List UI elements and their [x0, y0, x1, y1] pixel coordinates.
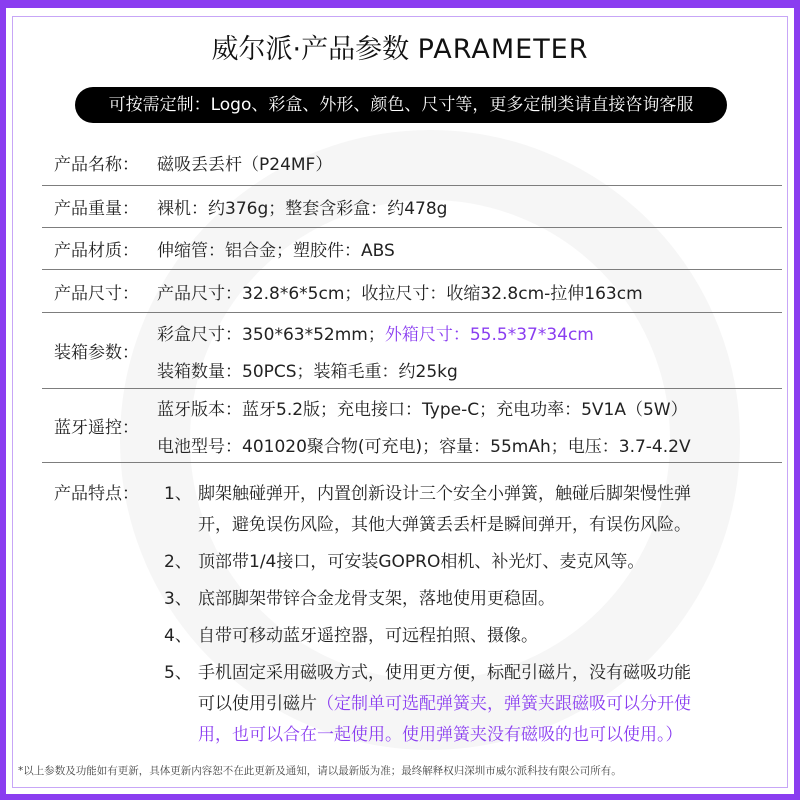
spec-value — [157, 320, 594, 345]
color-box-size: 彩盒尺寸：350*63*52mm； — [157, 324, 385, 345]
spec-row-bluetooth — [42, 389, 782, 463]
title-en: PARAMETER — [417, 34, 589, 65]
features-list — [164, 479, 784, 757]
feature-item: 4、 自带可移动蓝牙遥控器，可远程拍照、摄像。 — [164, 626, 538, 646]
spec-row-name — [42, 140, 782, 186]
disclaimer-footnote: *以上参数及功能如有更新，具体更新内容恕不在此更新及通知，请以最新版为准；最终解释权归深圳市威尔派科技有限公司所有。 — [18, 765, 622, 777]
feature-item: 1、 脚架触碰弹开，内置创新设计三个安全小弹簧，触碰后脚架慢性弹 开，避免误伤风险，其他大弹簧丢丢杆是瞬间弹开，有误伤风险。 — [164, 484, 691, 535]
feature-item: 5、 手机固定采用磁吸方式，使用更方便，标配引磁片，没有磁吸功能 可以使用引磁片（定制单可选配弹簧夹，弹簧夹跟磁吸可以分开使 用，也可以合在一起使用。使用弹簧夹没有磁吸的也可以使用。） — [164, 663, 691, 745]
features-section — [42, 463, 782, 757]
title-cn: 威尔派·产品参数 — [211, 34, 410, 65]
spec-row-material — [42, 228, 782, 270]
spec-value: 伸缩管：铝合金；塑胶件：ABS — [157, 241, 395, 261]
feature-item: 2、 顶部带1/4接口，可安装GOPRO相机、补光灯、麦克风等。 — [164, 552, 645, 572]
spec-label: 产品名称： — [54, 155, 139, 175]
spec-row-size — [42, 270, 782, 313]
packing-quantity: 装箱数量：50PCS；装箱毛重：约25kg — [157, 361, 458, 382]
spec-label: 产品材质： — [54, 241, 139, 261]
spec-value: 裸机：约376g；整套含彩盒：约478g — [157, 199, 448, 219]
page-title — [0, 30, 800, 70]
outer-box-size: 外箱尺寸：55.5*37*34cm — [384, 324, 594, 345]
spec-value: 产品尺寸：32.8*6*5cm；收拉尺寸：收缩32.8cm-拉伸163cm — [157, 283, 643, 304]
features-label: 产品特点： — [54, 484, 139, 504]
spec-row-packing — [42, 313, 782, 389]
customization-banner: 可按需定制：Logo、彩盒、外形、颜色、尺寸等，更多定制类请直接咨询客服 — [75, 87, 727, 123]
spec-value: 电池型号：401020聚合物(可充电)；容量：55mAh；电压：3.7-4.2V — [157, 436, 691, 457]
spec-table — [42, 140, 782, 757]
spec-row-weight — [42, 186, 782, 228]
spec-label: 产品重量： — [54, 199, 139, 219]
spec-value: 蓝牙版本：蓝牙5.2版；充电接口：Type-C；充电功率：5V1A（5W） — [157, 399, 688, 420]
spec-label: 蓝牙遥控： — [54, 418, 139, 438]
spec-value: 磁吸丢丢杆（P24MF） — [157, 155, 333, 175]
spec-label: 装箱参数： — [54, 343, 139, 363]
spec-label: 产品尺寸： — [54, 283, 139, 304]
feature-item: 3、 底部脚架带锌合金龙骨支架，落地使用更稳固。 — [164, 589, 555, 609]
